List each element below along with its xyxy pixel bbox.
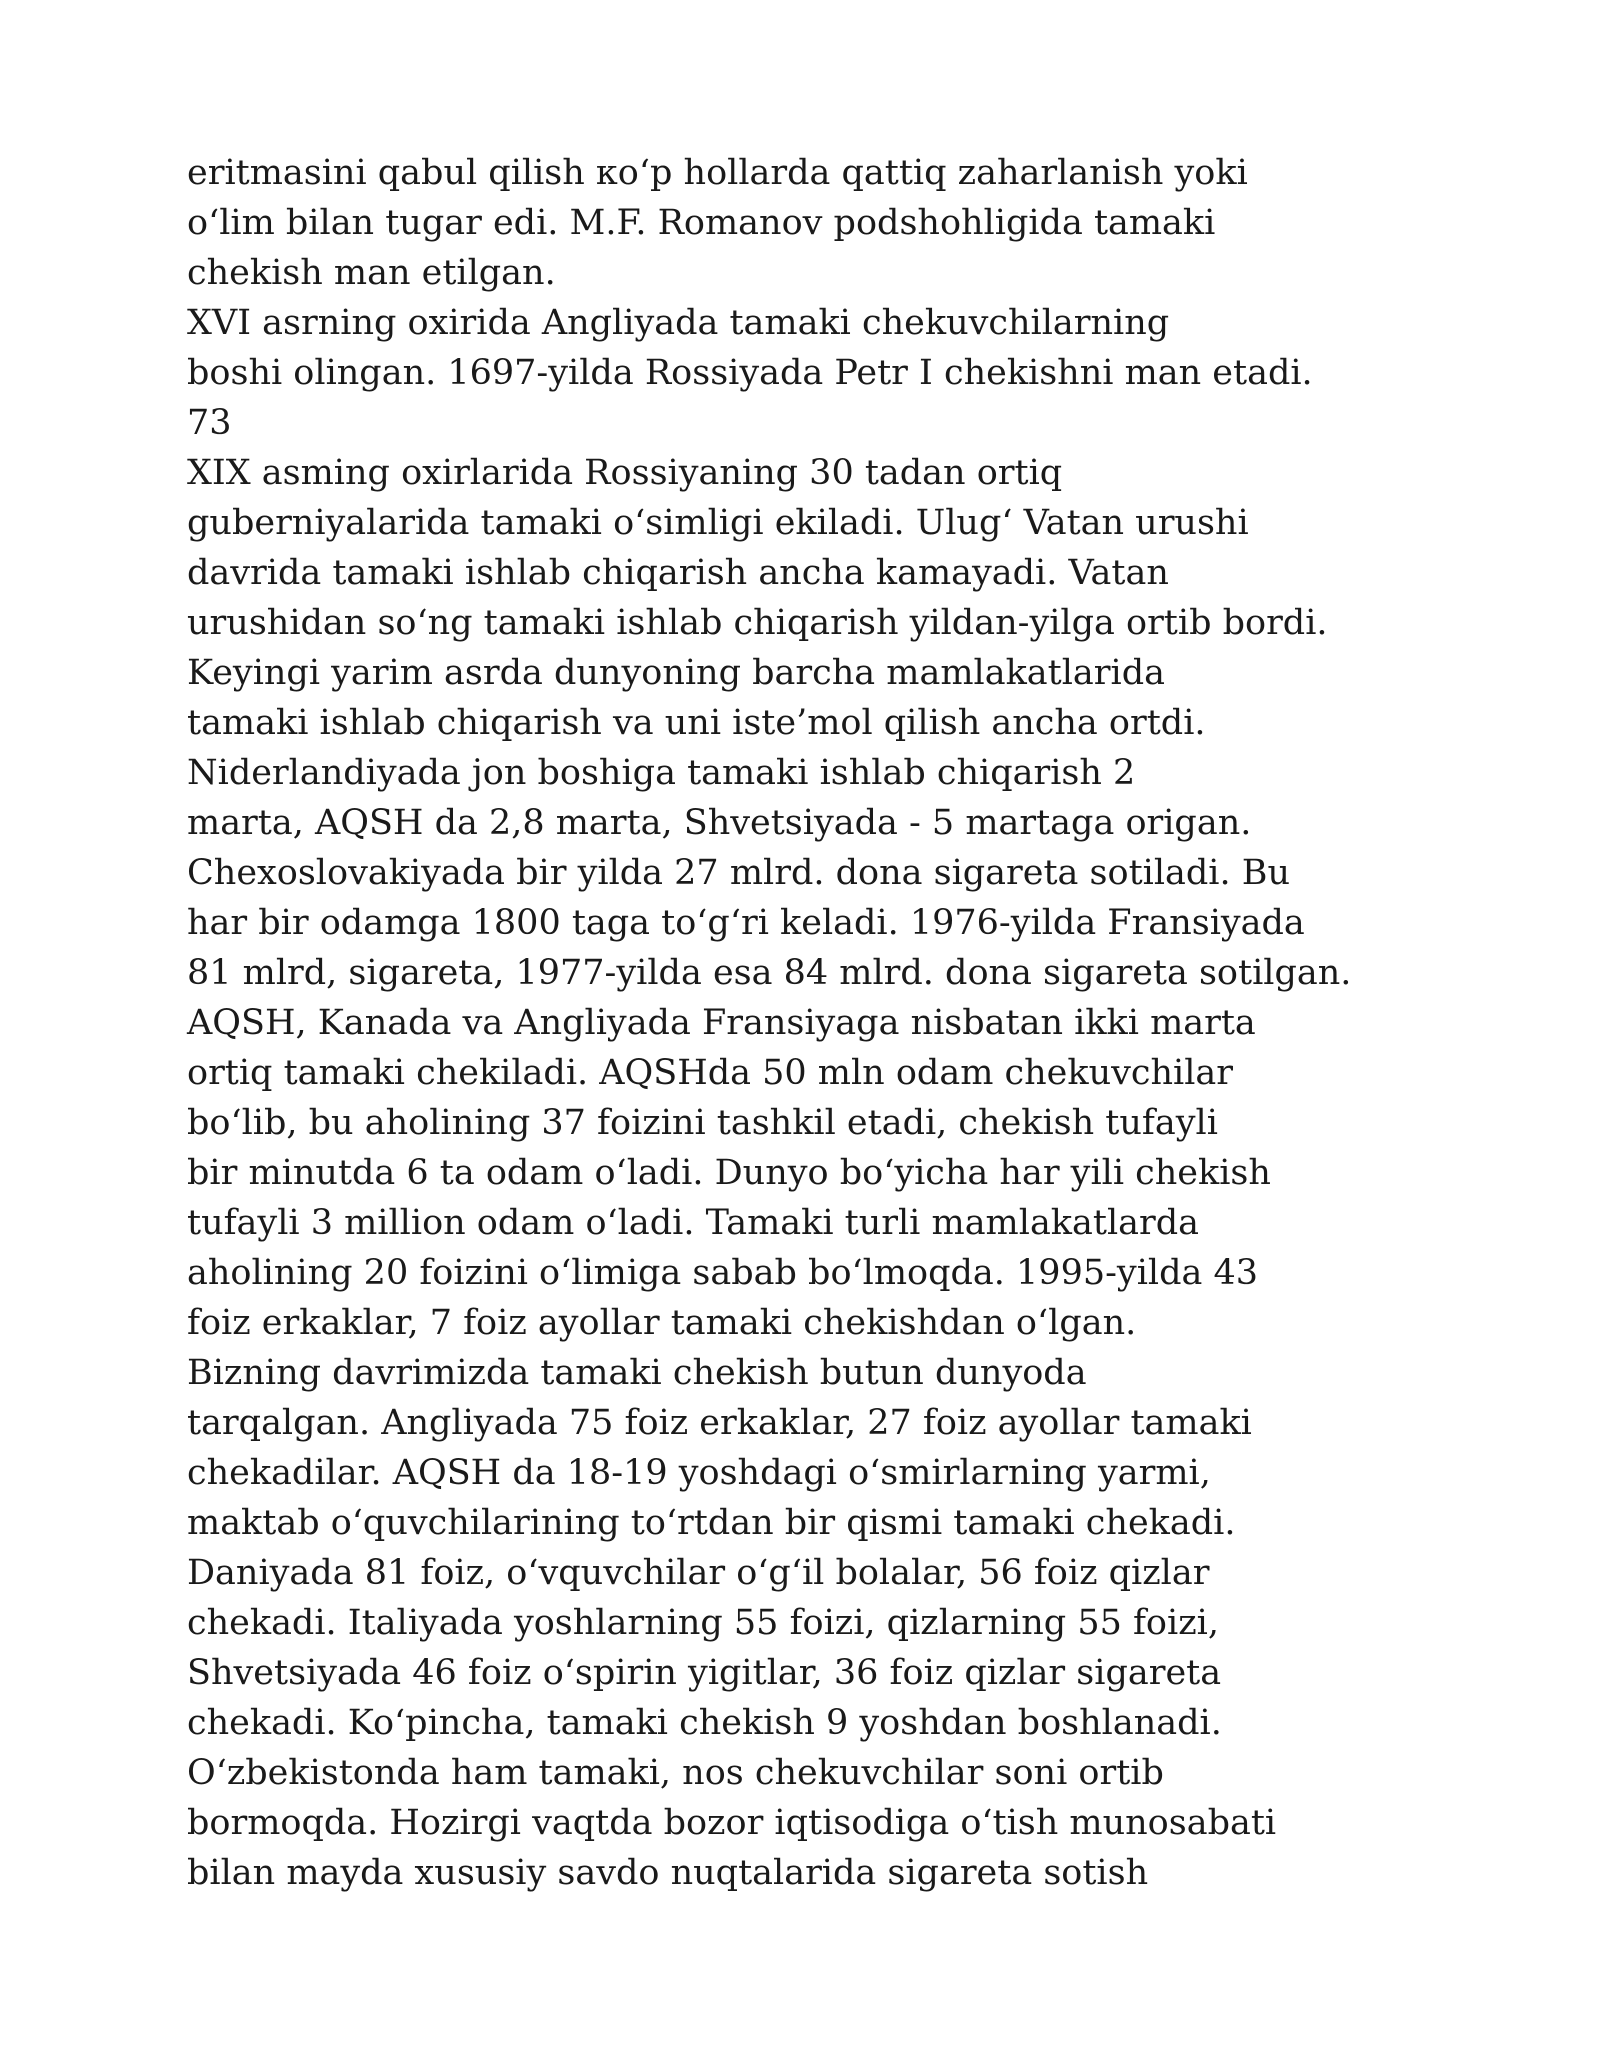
text-line: har bir odamga 1800 taga to‘g‘ri keladi. 1976-yilda Fransiyada [187,903,1305,943]
text-line: davrida tamaki ishlab chiqarish ancha kamayadi. Vatan [187,553,1169,593]
text-line: Shvetsiyada 46 foiz o‘spirin yigitlar, 36 foiz qizlar sigareta [187,1653,1222,1693]
text-line: foiz erkaklar, 7 foiz ayollar tamaki chekishdan o‘lgan. [187,1303,1137,1343]
text-line: bilan mayda xususiy savdo nuqtalarida sigareta sotish [187,1853,1149,1893]
text-line: chekadilar. AQSH da 18-19 yoshdagi o‘smirlarning yarmi, [187,1453,1211,1493]
text-line: guberniyalarida tamaki o‘simligi ekiladi. Ulug‘ Vatan urushi [187,503,1249,543]
text-line: aholining 20 foizini o‘limiga sabab bo‘lmoqda. 1995-yilda 43 [187,1253,1259,1293]
text-line: Niderlandiyada jon boshiga tamaki ishlab chiqarish 2 [187,753,1136,793]
text-line: boshi olingan. 1697-yilda Rossiyada Petr I chekishni man etadi. [187,353,1313,393]
text-line: maktab o‘quvchilarining to‘rtdan bir qismi tamaki chekadi. [187,1503,1236,1543]
text-line: tufayli 3 million odam o‘ladi. Tamaki turli mamlakatlarda [187,1203,1200,1243]
text-line: XVI asrning oxirida Angliyada tamaki chekuvchilarning [187,303,1170,343]
text-line: 81 mlrd, sigareta, 1977-yilda esa 84 mlrd. dona sigareta sotilgan. [187,953,1352,993]
text-line: AQSH, Kanada va Angliyada Fransiyaga nisbatan ikki marta [187,1003,1256,1043]
text-line: chekadi. Ko‘pincha, tamaki chekish 9 yoshdan boshlanadi. [187,1703,1222,1743]
text-line: Keyingi yarim asrda dunyoning barcha mamlakatlarida [187,653,1165,693]
text-line: bo‘lib, bu aholining 37 foizini tashkil etadi, chekish tufayli [187,1103,1218,1143]
text-line: o‘lim bilan tugar edi. M.F. Romanov podshohligida tamaki [187,203,1216,243]
page-number: 73 [187,403,232,443]
text-line: tamaki ishlab chiqarish va uni iste’mol qilish ancha ortdi. [187,703,1206,743]
text-line: Bizning davrimizda tamaki chekish butun dunyoda [187,1353,1087,1393]
body-text [187,148,1437,1898]
text-line: chekish man etilgan. [187,253,556,293]
text-line: eritmasini qabul qilish кo‘p hollarda qattiq zaharlanish yoki [187,153,1248,193]
text-line: ortiq tamaki chekiladi. AQSHda 50 mln odam chekuvchilar [187,1053,1234,1093]
text-line: O‘zbekistonda ham tamaki, nos chekuvchilar soni ortib [187,1753,1164,1793]
text-line: XIX asming oxirlarida Rossiyaning 30 tadan ortiq [187,453,1063,493]
text-line: marta, AQSH da 2,8 marta, Shvetsiyada - 5 martaga origan. [187,803,1252,843]
text-line: chekadi. Italiyada yoshlarning 55 foizi, qizlarning 55 foizi, [187,1603,1219,1643]
text-line: Chexoslovakiyada bir yilda 27 mlrd. dona sigareta sotiladi. Bu [187,853,1290,893]
text-line: urushidan so‘ng tamaki ishlab chiqarish yildan-yilga ortib bordi. [187,603,1328,643]
text-line: bir minutda 6 ta odam o‘ladi. Dunyo bo‘yicha har yili chekish [187,1153,1271,1193]
text-line: tarqalgan. Angliyada 75 foiz erkaklar, 27 foiz ayollar tamaki [187,1403,1252,1443]
text-line: bormoqda. Hozirgi vaqtda bozor iqtisodiga o‘tish munosabati [187,1803,1277,1843]
text-line: Daniyada 81 foiz, o‘vquvchilar o‘g‘il bolalar, 56 foiz qizlar [187,1553,1210,1593]
